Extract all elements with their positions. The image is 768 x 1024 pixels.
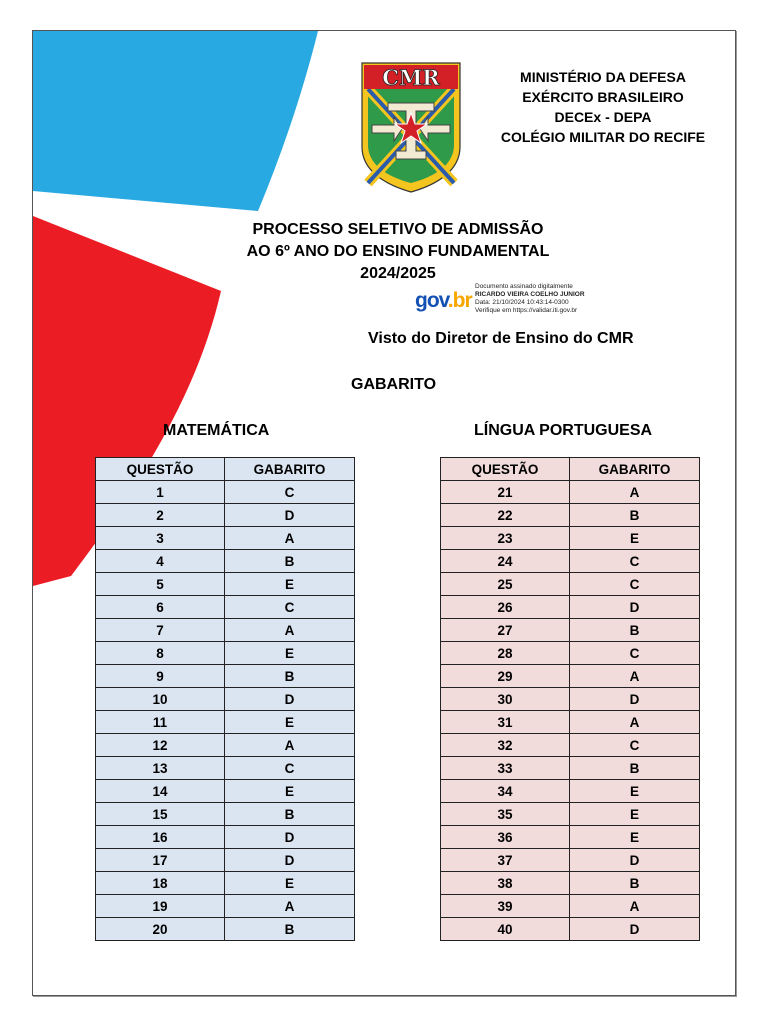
table-row (96, 481, 355, 504)
answer-letter: C (225, 481, 355, 504)
question-number: 33 (441, 757, 570, 780)
table-row (441, 757, 700, 780)
math-title: MATEMÁTICA (163, 422, 270, 439)
answer-letter: A (570, 895, 700, 918)
answer-letter: D (225, 826, 355, 849)
answer-letter: C (570, 642, 700, 665)
question-number: 38 (441, 872, 570, 895)
table-row (96, 665, 355, 688)
question-number: 28 (441, 642, 570, 665)
question-number: 21 (441, 481, 570, 504)
answer-letter: B (225, 550, 355, 573)
table-row (441, 665, 700, 688)
question-number: 18 (96, 872, 225, 895)
table-row (96, 596, 355, 619)
question-number: 39 (441, 895, 570, 918)
answer-key-title: GABARITO (351, 376, 437, 393)
question-number: 25 (441, 573, 570, 596)
answer-letter: E (225, 573, 355, 596)
answer-letter: E (570, 527, 700, 550)
question-number: 11 (96, 711, 225, 734)
table-row (441, 573, 700, 596)
answer-letter: A (225, 619, 355, 642)
cmr-crest-icon (358, 59, 464, 195)
math-answer-table (95, 457, 355, 941)
table-row (441, 849, 700, 872)
table-row (96, 895, 355, 918)
question-number: 36 (441, 826, 570, 849)
answer-letter: B (225, 665, 355, 688)
question-number: 32 (441, 734, 570, 757)
table-row (441, 711, 700, 734)
question-number: 8 (96, 642, 225, 665)
question-number: 14 (96, 780, 225, 803)
table-row (441, 826, 700, 849)
table-row (441, 550, 700, 573)
table-row (96, 849, 355, 872)
answer-letter: E (225, 780, 355, 803)
table-row (441, 504, 700, 527)
question-number: 3 (96, 527, 225, 550)
process-title (208, 219, 588, 285)
table-header-row (96, 458, 355, 481)
question-number: 10 (96, 688, 225, 711)
table-row (441, 734, 700, 757)
portuguese-answer-table (440, 457, 700, 941)
question-number: 35 (441, 803, 570, 826)
answer-letter: D (570, 596, 700, 619)
answer-letter: A (570, 665, 700, 688)
question-number: 26 (441, 596, 570, 619)
answer-letter: B (225, 918, 355, 941)
header-answer: GABARITO (570, 458, 700, 481)
question-number: 20 (96, 918, 225, 941)
digital-signature-stamp (415, 283, 625, 325)
answer-letter: C (225, 596, 355, 619)
answer-letter: B (570, 504, 700, 527)
signature-name: RICARDO VIEIRA COELHO JUNIOR (475, 291, 585, 298)
table-row (441, 688, 700, 711)
header-question: QUESTÃO (441, 458, 570, 481)
question-number: 9 (96, 665, 225, 688)
process-line: AO 6º ANO DO ENSINO FUNDAMENTAL (246, 243, 550, 260)
table-row (96, 527, 355, 550)
table-row (441, 803, 700, 826)
answer-letter: A (225, 527, 355, 550)
answer-letter: E (225, 872, 355, 895)
question-number: 2 (96, 504, 225, 527)
question-number: 7 (96, 619, 225, 642)
question-number: 24 (441, 550, 570, 573)
answer-letter: E (225, 711, 355, 734)
logo-text: CMR (382, 65, 440, 90)
table-row (96, 619, 355, 642)
question-number: 16 (96, 826, 225, 849)
table-row (441, 918, 700, 941)
answer-letter: C (570, 550, 700, 573)
director-approval: Visto do Diretor de Ensino do CMR (368, 330, 634, 347)
table-row (96, 642, 355, 665)
ministry-line: EXÉRCITO BRASILEIRO (522, 89, 684, 105)
question-number: 27 (441, 619, 570, 642)
answer-letter: D (570, 849, 700, 872)
table-row (441, 527, 700, 550)
answer-letter: D (225, 688, 355, 711)
question-number: 23 (441, 527, 570, 550)
question-number: 31 (441, 711, 570, 734)
ministry-line: DECEx - DEPA (554, 109, 652, 125)
answer-letter: E (570, 780, 700, 803)
answer-letter: C (225, 757, 355, 780)
table-row (96, 688, 355, 711)
table-row (96, 757, 355, 780)
table-row (96, 573, 355, 596)
answer-letter: B (570, 872, 700, 895)
ministry-line: MINISTÉRIO DA DEFESA (520, 69, 686, 85)
question-number: 1 (96, 481, 225, 504)
question-number: 6 (96, 596, 225, 619)
ministry-header (453, 67, 736, 147)
question-number: 19 (96, 895, 225, 918)
answer-letter: C (570, 573, 700, 596)
answer-letter: A (225, 734, 355, 757)
answer-letter: D (225, 849, 355, 872)
answer-letter: C (570, 734, 700, 757)
table-row (441, 642, 700, 665)
answer-letter: A (570, 711, 700, 734)
table-row (96, 780, 355, 803)
signature-text (475, 283, 585, 315)
question-number: 37 (441, 849, 570, 872)
table-row (441, 895, 700, 918)
table-header-row (441, 458, 700, 481)
answer-letter: D (570, 918, 700, 941)
question-number: 30 (441, 688, 570, 711)
question-number: 17 (96, 849, 225, 872)
question-number: 15 (96, 803, 225, 826)
answer-letter: D (570, 688, 700, 711)
answer-letter: E (570, 803, 700, 826)
answer-letter: B (570, 757, 700, 780)
ministry-line: COLÉGIO MILITAR DO RECIFE (500, 129, 706, 145)
process-line: 2024/2025 (360, 265, 436, 282)
table-row (441, 481, 700, 504)
portuguese-title: LÍNGUA PORTUGUESA (474, 422, 653, 439)
blue-shape (33, 31, 318, 211)
answer-letter: D (225, 504, 355, 527)
header-answer: GABARITO (225, 458, 355, 481)
document-page (32, 30, 736, 996)
question-number: 40 (441, 918, 570, 941)
table-row (441, 619, 700, 642)
answer-letter: B (570, 619, 700, 642)
answer-letter: A (225, 895, 355, 918)
table-row (96, 872, 355, 895)
table-row (96, 504, 355, 527)
table-row (96, 734, 355, 757)
question-number: 29 (441, 665, 570, 688)
table-row (441, 872, 700, 895)
table-row (96, 826, 355, 849)
answer-letter: E (225, 642, 355, 665)
answer-letter: A (570, 481, 700, 504)
question-number: 4 (96, 550, 225, 573)
signature-date: Data: 21/10/2024 10:43:14-0300 (475, 299, 569, 306)
table-row (96, 550, 355, 573)
signature-verify: Verifique em https://validar.iti.gov.br (475, 307, 578, 314)
header-question: QUESTÃO (96, 458, 225, 481)
question-number: 22 (441, 504, 570, 527)
signature-line: Documento assinado digitalmente (475, 283, 573, 290)
govbr-logo: gov.br (415, 289, 472, 312)
process-line: PROCESSO SELETIVO DE ADMISSÃO (252, 221, 544, 238)
question-number: 13 (96, 757, 225, 780)
question-number: 34 (441, 780, 570, 803)
answer-letter: B (225, 803, 355, 826)
table-row (441, 780, 700, 803)
table-row (441, 596, 700, 619)
question-number: 5 (96, 573, 225, 596)
table-row (96, 803, 355, 826)
table-row (96, 711, 355, 734)
answer-letter: E (570, 826, 700, 849)
question-number: 12 (96, 734, 225, 757)
table-row (96, 918, 355, 941)
